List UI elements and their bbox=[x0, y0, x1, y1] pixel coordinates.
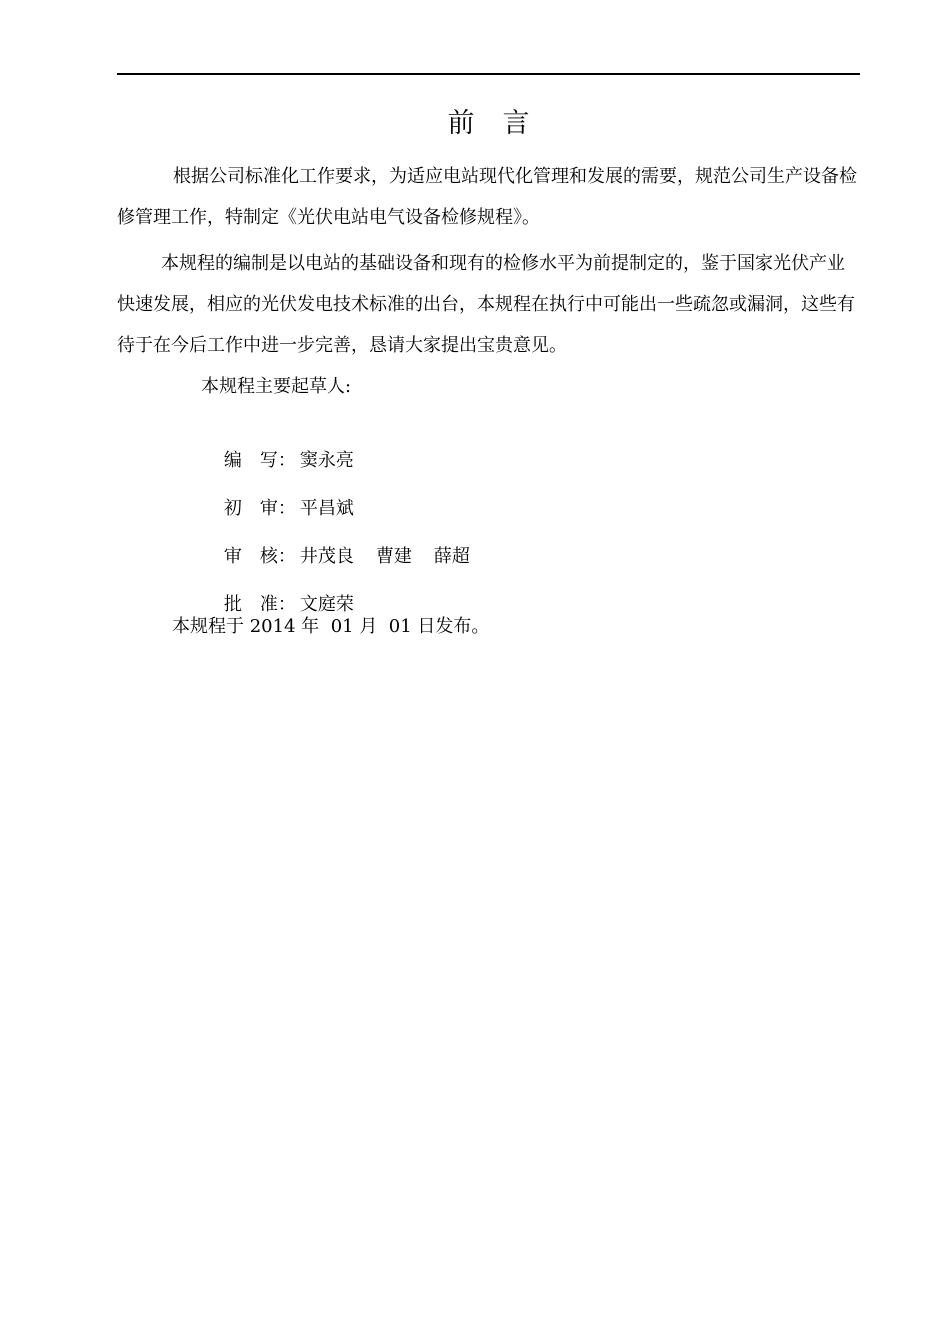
role-name: 薛超 bbox=[433, 546, 470, 567]
header-rule bbox=[117, 73, 860, 75]
preface-paragraph-2: 本规程的编制是以电站的基础设备和现有的检修水平为前提制定的，鉴于国家光伏产业快速发展，相应的光伏发电技术标准的出台，本规程在执行中可能出一些疏忽或漏洞，这些有待于在今后工作中进一步完善，恳请大家提出宝贵意见。 bbox=[117, 253, 855, 356]
role-label: 初 审： bbox=[223, 498, 296, 519]
page-title: 前言 bbox=[447, 108, 558, 139]
preface-paragraph-1: 根据公司标准化工作要求，为适应电站现代化管理和发展的需要，规范公司生产设备检修管理工作，特制定《光伏电站电气设备检修规程》。 bbox=[117, 166, 857, 228]
role-label: 编 写： bbox=[223, 450, 296, 471]
role-name: 平昌斌 bbox=[299, 498, 354, 519]
role-name: 窦永亮 bbox=[299, 450, 354, 471]
role-label: 审 核： bbox=[223, 546, 296, 567]
drafters-label: 本规程主要起草人: bbox=[201, 376, 352, 397]
role-name: 曹建 bbox=[375, 546, 412, 567]
role-name: 井茂良 bbox=[299, 546, 354, 567]
role-name: 文庭荣 bbox=[299, 594, 354, 615]
release-statement: 本规程于 2014 年 01 月 01 日发布。 bbox=[172, 616, 490, 637]
role-label: 批 准： bbox=[223, 594, 296, 615]
